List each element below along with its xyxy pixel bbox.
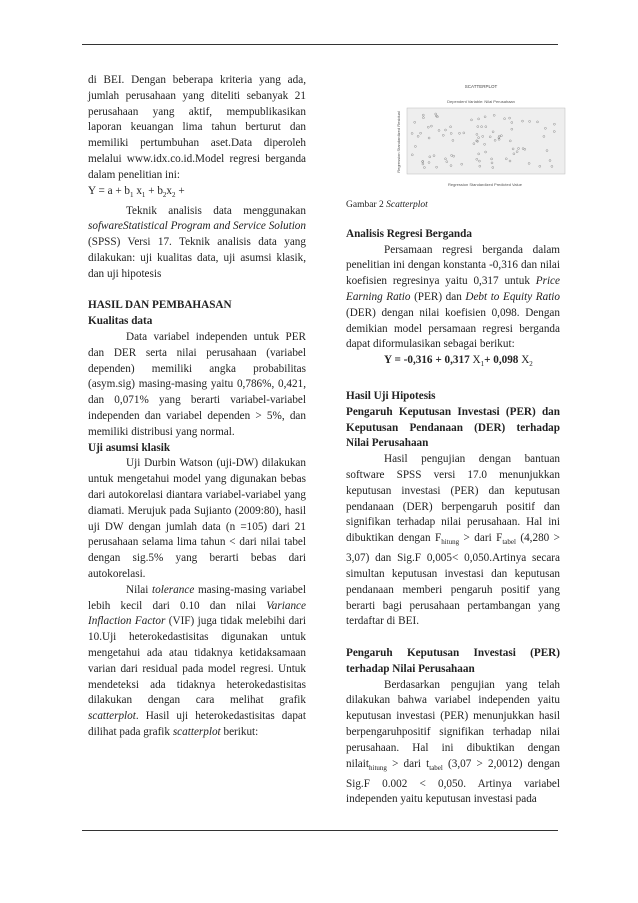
- left-para-2: Teknik analisis data menggunakan sofwareStatistical Program and Service Solution (SPSS) Versi 17. Teknik analisis data yang dilakukan: uji kualitas data, uji asumsi klasik, dan uji hipotesis: [88, 204, 306, 280]
- plot-area: [407, 108, 565, 174]
- top-rule: [82, 44, 558, 45]
- figure-xlabel: Regression Standardized Predicted Value: [448, 182, 522, 187]
- left-column: [88, 73, 306, 741]
- figure-ylabel: Regression Standardized Residual: [396, 111, 401, 173]
- left-para-5: Nilai tolerance masing-masing variabel lebih kecil dari 0.10 dan nilai Variance Inflaction Factor (VIF) juga tidak melebihi dari 10.Uji heterokedastisitas digunakan untuk mengetahui ada atau tidaknya ketidaksamaan varian dari residual pada model regresi. Untuk mendeteksi ada tidaknya heterokedastisitas dilakukan dengan cara melihat grafik scatterplot. Hasil uji heterokedastisitas dapat dilihat pada grafik scatterplot berikut:: [88, 583, 306, 738]
- left-para-4: Uji Durbin Watson (uji-DW) dilakukan untuk mengetahui model yang digunakan bebas dari autokorelasi diantara variabel-variabel yang diamati. Merujuk pada Sujianto (2009:80), hasil uji DW dengan jumlah data (n =105) dari 21 perusahaan selama lima tahun < dari nilai tabel dengan sig.5% yang berarti bebas dari autokorelasi.: [88, 457, 306, 580]
- right-para-2: Hasil pengujian dengan bantuan software SPSS versi 17.0 menunjukkan keputusan investasi (PER) dan keputusan pendanaan (DER) berpengaruh positif dan signifikan terhadap nilai perusahaan. Hal ini dibuktikan dengan $F_{hitung}$ > dari $F_{tabel}$ (4,280 > 3,07) dan Sig.F 0,005< 0,050.Artinya secara simultan keputusan investasi dan keputusan pendanaan memberi pengaruh positif yang berarti bagi perusahaan pertambangan yang terdaftar di BEI.: [346, 453, 560, 628]
- heading-hasil: HASIL DAN PEMBAHASAN: [88, 299, 232, 312]
- heading-kualitas-data: Kualitas data: [88, 315, 153, 328]
- right-para-1: Persamaan regresi berganda dalam penelitian ini dengan konstanta -0,316 dan nilai koefisien regresinya yaitu 0,317 untuk Price Earning Ratio (PER) dan Debt to Equity Ratio (DER) dengan nilai koefisien 0,098. Dengan demikian model persamaan regresi berganda dapat diformulasikan sebagai berikut:: [346, 243, 561, 351]
- scatterplot-image: [393, 80, 569, 198]
- left-para-1: di BEI. Dengan beberapa kriteria yang ada, jumlah perusahaan yang diteliti sebanyak 21 perusahaan yang aktif, mempublikasikan laporan keuangan lima tahun berturut dan memiliki pertumbuhan aset.Data diperoleh melalui www.idx.co.id.Model regresi berganda dalam penelitian ini:: [88, 74, 306, 181]
- figure-subtitle: Dependent Variable: Nilai Perusahaan: [447, 99, 515, 104]
- regression-model-equation: $Y = a + b_1$ $x_1 + b_2x_2$ +: [88, 184, 185, 199]
- right-column: [346, 80, 560, 808]
- figure-title: SCATTERPLOT: [464, 84, 498, 89]
- regression-result-equation: Y = -0,316 + 0,317 $X_1+ 0,098$ $X_2$: [384, 354, 533, 369]
- right-para-3: Berdasarkan pengujian yang telah dilakukan bahwa variabel independen yaitu keputusan investasi (PER) menunjukkan hasil berpengaruhpositif signifikan terhadap nilai perusahaan. Hal ini dibuktikan dengan nilait$_{hitung}$ > dari $t_{tabel}$ (3,07 > 2,0012) dengan Sig.F 0.002 < 0,050. Artinya variabel independen yaitu keputusan investasi pada: [346, 678, 560, 806]
- figure-caption: Gambar 2 Scatterplot: [346, 200, 428, 210]
- heading-uji-asumsi: Uji asumsi klasik: [88, 441, 171, 454]
- left-para-3: Data variabel independen untuk PER dan DER serta nilai perusahaan (variabel dependen) memiliki angka probabilitas (asym.sig) masing-masing yaitu 0,786%, 0,421, dan 0,071% yang berarti variabel-variabel independen dan variabel dependen > 5%, dan memiliki distribusi yang normal.: [88, 330, 306, 438]
- heading-pengaruh-per-der: Pengaruh Keputusan Investasi (PER) dan Keputusan Pendanaan (DER) terhadap Nilai Perusahaan: [346, 405, 560, 450]
- heading-hasil-uji-hipotesis: Hasil Uji Hipotesis: [346, 390, 436, 402]
- heading-pengaruh-per: Pengaruh Keputusan Investasi (PER) terhadap Nilai Perusahaan: [346, 646, 560, 675]
- scatterplot-figure: [393, 80, 569, 198]
- bottom-rule: [82, 830, 558, 831]
- heading-analisis-regresi: Analisis Regresi Berganda: [346, 227, 472, 240]
